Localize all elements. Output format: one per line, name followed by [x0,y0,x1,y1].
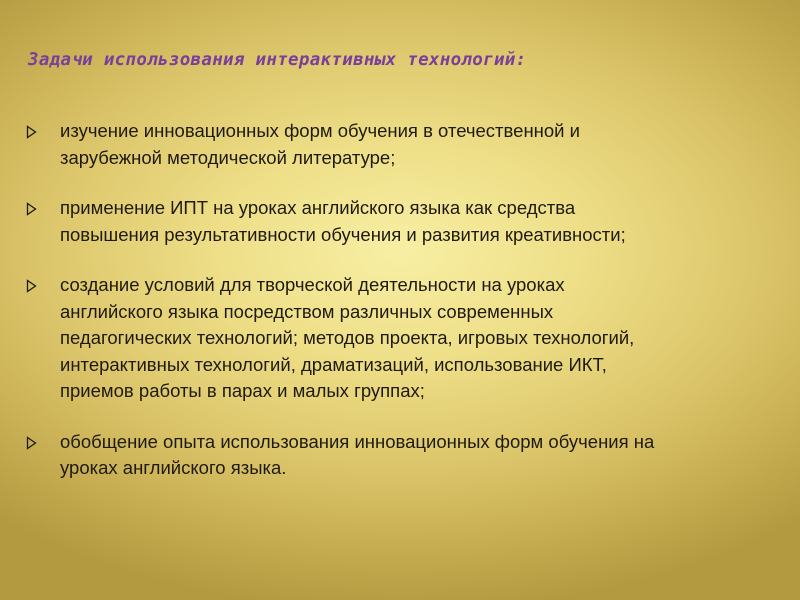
hollow-arrow-bullet-icon [26,429,40,455]
list-item-line: применение ИПТ на уроках английского языка как средства [60,197,576,218]
list-item-line: уроках английского языка. [60,457,287,478]
list-item-line: английского языка посредством различных современных [60,300,554,322]
list-item-line: обобщение опыта использования инновационных форм обучения на [60,430,655,452]
list-item-line: приемов работы в парах и малых группах; [60,380,425,401]
hollow-arrow-bullet-icon [26,118,40,144]
list-item [26,195,776,248]
slide-title: Задачи использования интерактивных технологий: [28,50,527,70]
list-item [26,272,776,405]
hollow-arrow-bullet-icon [26,195,40,221]
list-item [26,118,776,171]
list-item-line: изучение инновационных форм обучения в отечественной и [60,120,580,141]
list-item-line: педагогических технологий; методов проекта, игровых технологий, [60,327,635,348]
list-item-line: повышения результативности обучения и развития креативности; [60,223,626,245]
hollow-arrow-bullet-icon [26,272,40,298]
list-item-line: зарубежной методической литературе; [60,146,396,168]
list-item-line: создание условий для творческой деятельности на уроках [60,274,565,295]
list-item-line: интерактивных технологий, драматизаций, использование ИКТ, [60,353,607,375]
list-item [26,429,776,482]
task-list [26,118,776,506]
